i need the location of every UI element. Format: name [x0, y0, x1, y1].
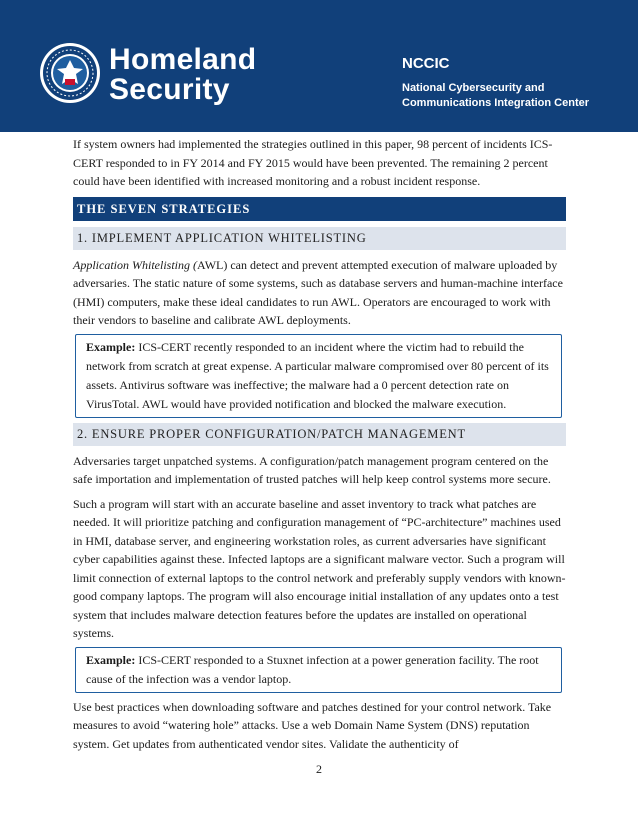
example-callout-2: [75, 647, 562, 693]
example-text: ICS-CERT responded to a Stuxnet infection at a power generation facility. The root cause of the infection was a vendor laptop.: [86, 652, 539, 686]
page-header: [0, 0, 638, 132]
intro-paragraph: If system owners had implemented the strategies outlined in this paper, 98 percent of incidents ICS-CERT responded to in FY 2014 and FY 2015 would have been prevented. The remaining 2 percent could have been identified with increased monitoring and a robust incident response.: [73, 137, 553, 188]
brand-security: Security: [109, 73, 230, 106]
brand-homeland: Homeland: [109, 43, 257, 76]
nccic-line-2: Communications Integration Center: [402, 97, 590, 109]
example-label: Example:: [86, 339, 136, 354]
awl-term: Application Whitelisting (: [73, 257, 197, 272]
nccic-full-name: [402, 81, 622, 111]
strategy-1-body: AWL) can detect and prevent attempted execution of malware uploaded by adversaries. The static nature of some systems, such as database servers and human-machine interface (HMI) computers, make these ideal candidates to run AWL. Operators are encouraged to work with their vendors to baseline and calibrate AWL deployments.: [73, 257, 563, 327]
example-callout-1: [75, 334, 562, 418]
strategy-2-paragraph-2: Such a program will start with an accurate baseline and asset inventory to track what patches are needed. It will prioritize patching and configuration management of “PC-architecture” machines used in HMI, database server, and engineering workstation roles, as current adversaries have significant cyber capabilities against these. Infected laptops are a significant malware vector. Such a program will limit connection of external laptops to the control network and preferably supply vendors with known-good company laptops. The program will also encourage initial installation of any updates onto a test system that includes malware detection features before the updates are installed on operational systems.: [73, 496, 566, 640]
strategy-2-paragraph-1: Adversaries target unpatched systems. A configuration/patch management program centered on the safe importation and implementation of trusted patches will help keep control systems more secure.: [73, 453, 551, 486]
strategy-1-paragraph: [73, 256, 566, 330]
document-body: [73, 135, 566, 753]
nccic-line-1: National Cybersecurity and: [402, 82, 545, 94]
example-text: ICS-CERT recently responded to an incident where the victim had to rebuild the network from scratch at great expense. A particular malware compromised over 80 percent of its assets. Antivirus software was ineffective; the malware had a 0 percent detection rate on VirusTotal. AWL would have provided notification and blocked the malware execution.: [86, 339, 549, 411]
strategy-2-heading: 2. ENSURE PROPER CONFIGURATION/PATCH MANAGEMENT: [73, 423, 566, 446]
strategy-1-heading: 1. IMPLEMENT APPLICATION WHITELISTING: [73, 227, 566, 250]
dhs-seal-icon: [39, 42, 101, 104]
section-title: THE SEVEN STRATEGIES: [73, 197, 566, 221]
example-label: Example:: [86, 652, 136, 667]
page-number: 2: [316, 762, 322, 776]
nccic-acronym: NCCIC: [402, 55, 450, 72]
strategy-2-paragraph-3: Use best practices when downloading software and patches destined for your control network. Take measures to avoid “watering hole” attacks. Use a web Domain Name System (DNS) reputation system. Get updates from authenticated vendor sites. Validate the authenticity of: [73, 699, 552, 751]
